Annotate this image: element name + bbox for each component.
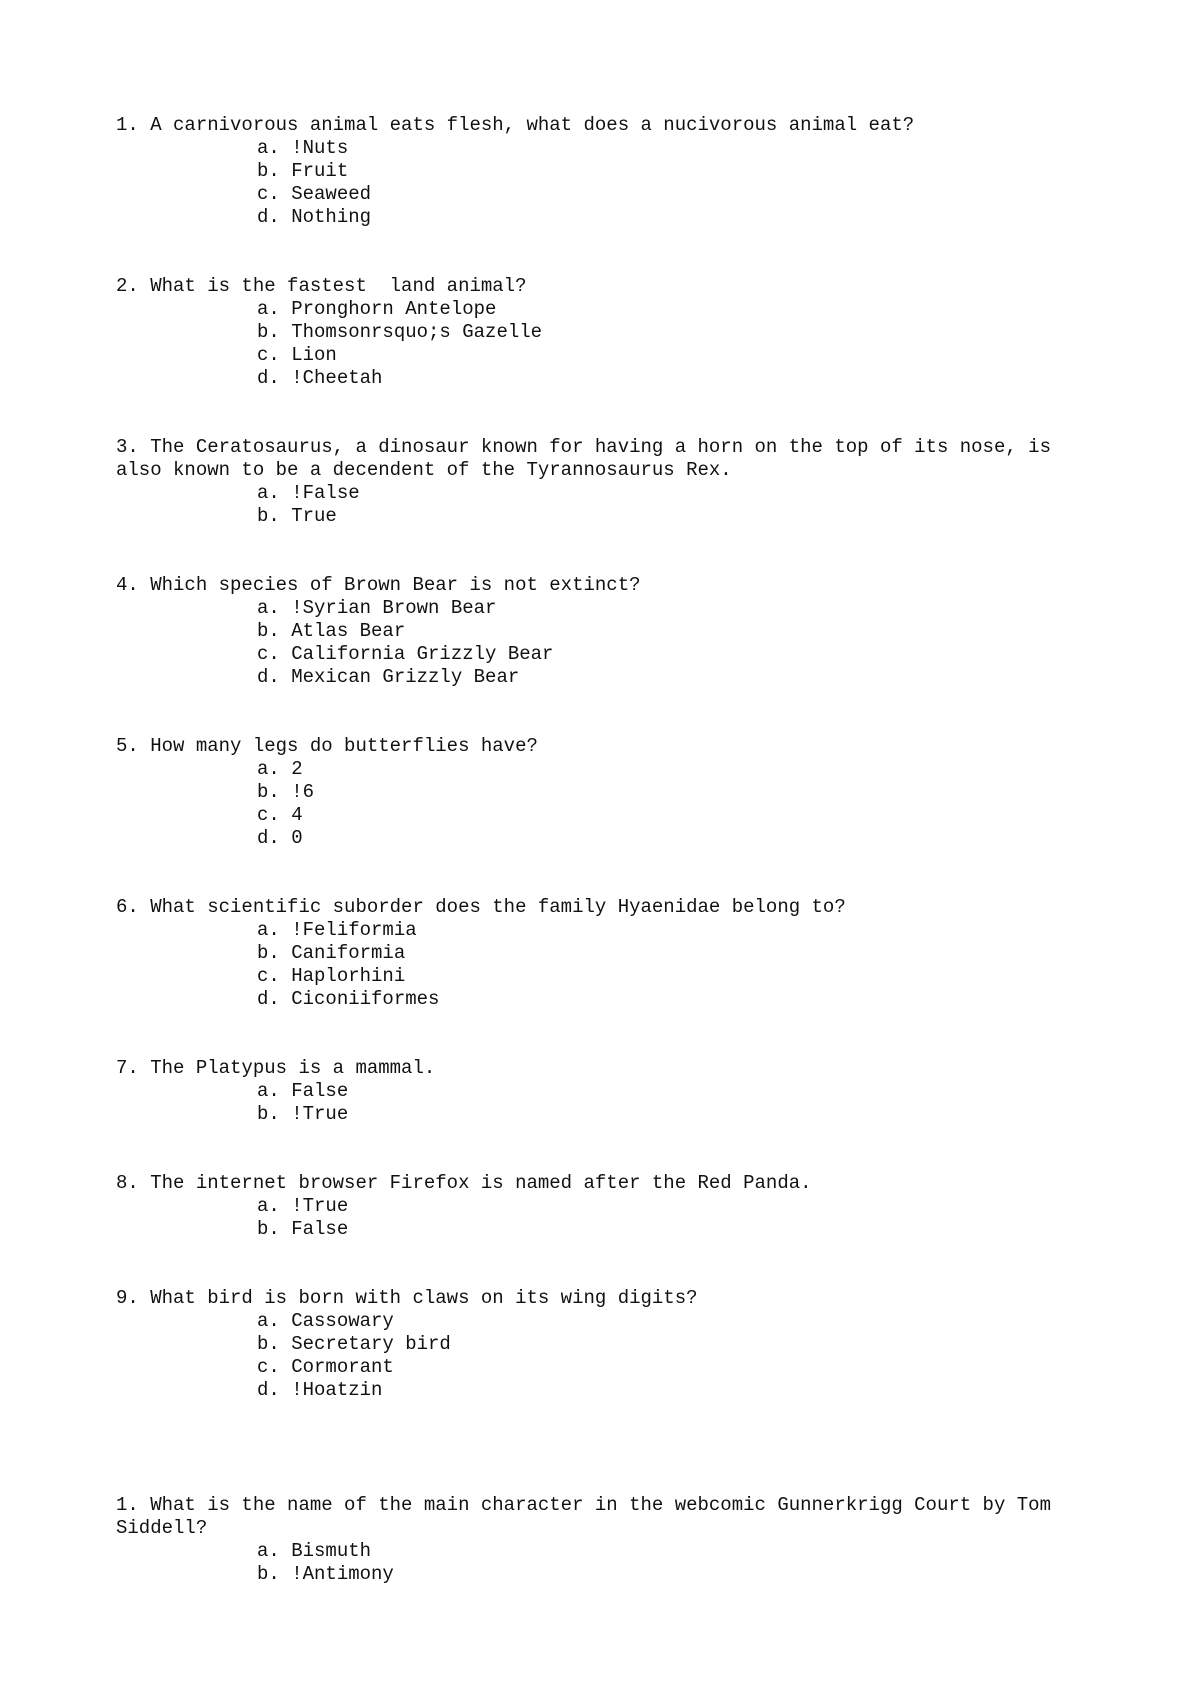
answer-option: b. !True bbox=[257, 1103, 349, 1125]
answer-options bbox=[116, 1310, 1096, 1402]
spacer bbox=[116, 689, 1096, 735]
spacer bbox=[116, 1011, 1096, 1057]
spacer bbox=[116, 229, 1096, 275]
answer-option: b. !6 bbox=[257, 781, 315, 803]
question-text: 8. The internet browser Firefox is named after the Red Panda. bbox=[116, 1172, 812, 1194]
answer-option: c. Seaweed bbox=[257, 183, 372, 205]
answer-options bbox=[116, 919, 1096, 1011]
answer-options bbox=[116, 758, 1096, 850]
answer-option: a. Cassowary bbox=[257, 1310, 394, 1332]
answer-options bbox=[116, 137, 1096, 229]
answer-options bbox=[116, 482, 1096, 528]
answer-option: a. !Syrian Brown Bear bbox=[257, 597, 497, 619]
answer-option: c. Haplorhini bbox=[257, 965, 406, 987]
answer-option: b. Atlas Bear bbox=[257, 620, 406, 642]
answer-options bbox=[116, 1195, 1096, 1241]
answer-option: a. !Feliformia bbox=[257, 919, 417, 941]
question-8 bbox=[116, 1172, 1096, 1241]
question-3 bbox=[116, 436, 1096, 528]
spacer bbox=[116, 850, 1096, 896]
answer-option: b. False bbox=[257, 1218, 349, 1240]
spacer bbox=[116, 390, 1096, 436]
question-text: 4. Which species of Brown Bear is not extinct? bbox=[116, 574, 641, 596]
answer-option: c. 4 bbox=[257, 804, 303, 826]
answer-option: a. Pronghorn Antelope bbox=[257, 298, 497, 320]
answer-option: a. !True bbox=[257, 1195, 349, 1217]
question-5 bbox=[116, 735, 1096, 850]
spacer bbox=[116, 1402, 1096, 1494]
quiz-document bbox=[116, 114, 1096, 1586]
question-text: 6. What scientific suborder does the family Hyaenidae belong to? bbox=[116, 896, 846, 918]
question-9 bbox=[116, 1287, 1096, 1402]
answer-option: c. Lion bbox=[257, 344, 337, 366]
answer-option: b. Thomsonrsquo;s Gazelle bbox=[257, 321, 543, 343]
answer-option: a. Bismuth bbox=[257, 1540, 372, 1562]
spacer bbox=[116, 528, 1096, 574]
question-text: 1. A carnivorous animal eats flesh, what does a nucivorous animal eat? bbox=[116, 114, 915, 136]
answer-options bbox=[116, 298, 1096, 390]
answer-option: d. 0 bbox=[257, 827, 303, 849]
answer-option: c. Cormorant bbox=[257, 1356, 394, 1378]
spacer bbox=[116, 1126, 1096, 1172]
answer-option: d. Ciconiiformes bbox=[257, 988, 440, 1010]
question-text: 3. The Ceratosaurus, a dinosaur known for having a horn on the top of its nose, is also known to be a decendent of the Tyrannosaurus Rex. bbox=[116, 436, 1063, 481]
answer-option: b. True bbox=[257, 505, 337, 527]
spacer bbox=[116, 1241, 1096, 1287]
answer-option: a. !Nuts bbox=[257, 137, 349, 159]
answer-option: b. Secretary bird bbox=[257, 1333, 451, 1355]
question-text: 5. How many legs do butterflies have? bbox=[116, 735, 538, 757]
answer-options bbox=[116, 597, 1096, 689]
answer-option: a. 2 bbox=[257, 758, 303, 780]
answer-option: d. Nothing bbox=[257, 206, 372, 228]
answer-options bbox=[116, 1540, 1096, 1586]
answer-option: d. !Cheetah bbox=[257, 367, 383, 389]
question-2 bbox=[116, 275, 1096, 390]
question-10 bbox=[116, 1494, 1096, 1586]
question-6 bbox=[116, 896, 1096, 1011]
answer-options bbox=[116, 1080, 1096, 1126]
question-1 bbox=[116, 114, 1096, 229]
answer-option: d. !Hoatzin bbox=[257, 1379, 383, 1401]
question-text: 7. The Platypus is a mammal. bbox=[116, 1057, 436, 1079]
question-text: 2. What is the fastest land animal? bbox=[116, 275, 527, 297]
answer-option: b. Fruit bbox=[257, 160, 349, 182]
answer-option: a. !False bbox=[257, 482, 360, 504]
answer-option: c. California Grizzly Bear bbox=[257, 643, 554, 665]
question-text: 1. What is the name of the main character in the webcomic Gunnerkrigg Court by Tom Siddell? bbox=[116, 1494, 1063, 1539]
question-7 bbox=[116, 1057, 1096, 1126]
answer-option: b. !Antimony bbox=[257, 1563, 394, 1585]
question-text: 9. What bird is born with claws on its wing digits? bbox=[116, 1287, 698, 1309]
answer-option: a. False bbox=[257, 1080, 349, 1102]
answer-option: d. Mexican Grizzly Bear bbox=[257, 666, 520, 688]
question-4 bbox=[116, 574, 1096, 689]
answer-option: b. Caniformia bbox=[257, 942, 406, 964]
